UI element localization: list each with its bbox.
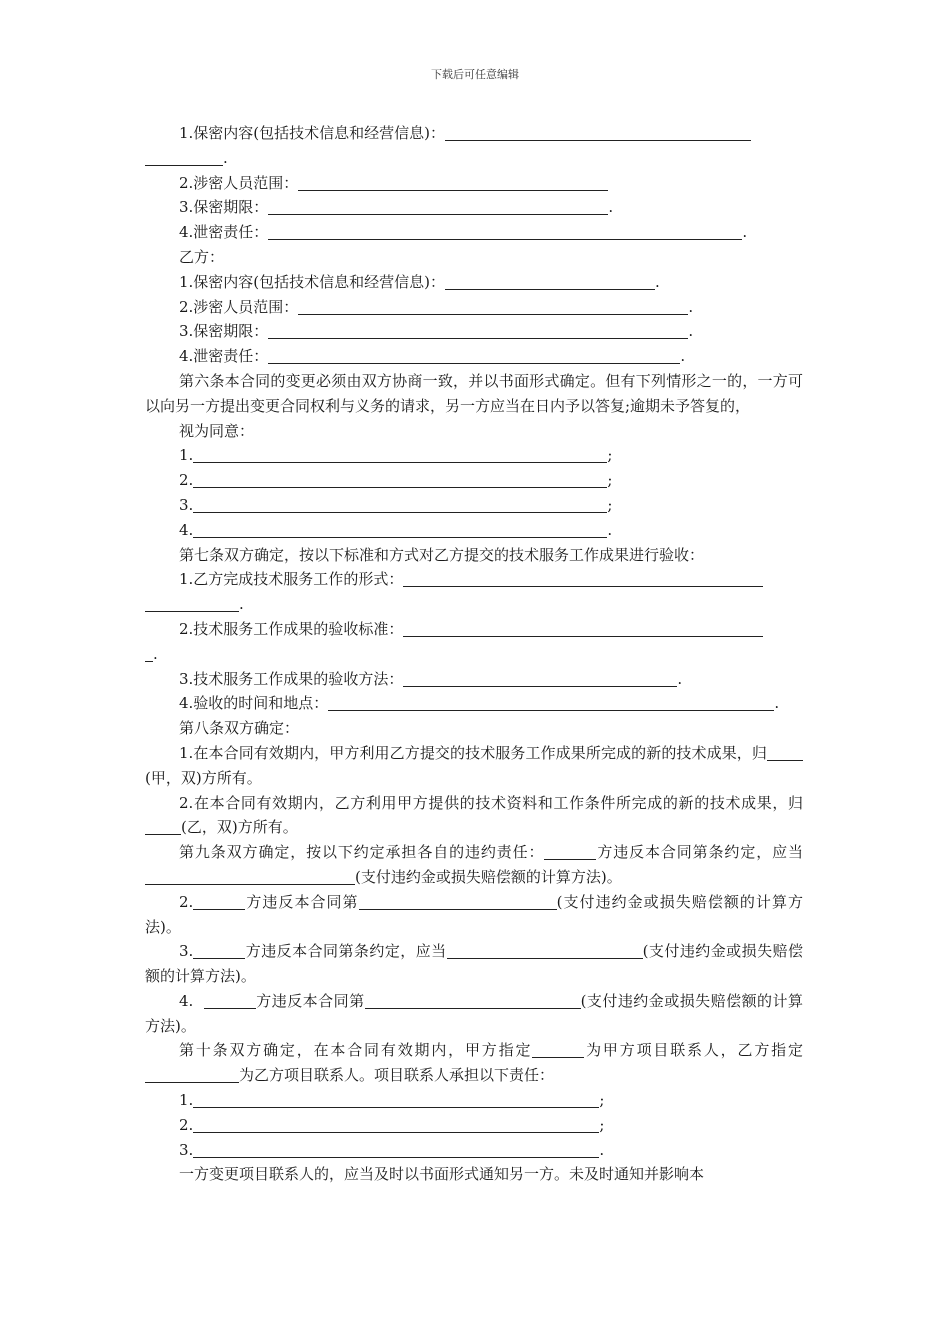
fill-blank[interactable] <box>268 347 680 364</box>
article-6-consent: 视为同意： <box>179 421 255 440</box>
fill-blank[interactable] <box>445 273 655 290</box>
fill-blank[interactable] <box>145 149 223 166</box>
fill-blank[interactable] <box>193 893 245 910</box>
fill-blank[interactable] <box>365 992 581 1009</box>
article-6-item-4: 4. . <box>179 520 613 539</box>
fill-blank[interactable] <box>145 595 239 612</box>
party-a-item-2: 2.涉密人员范围： <box>145 171 803 196</box>
fill-blank[interactable] <box>268 198 608 215</box>
fill-blank[interactable] <box>145 818 181 835</box>
fill-blank[interactable] <box>193 1141 599 1158</box>
fill-blank[interactable] <box>193 521 607 538</box>
fill-blank[interactable] <box>193 496 607 513</box>
article-8-item-2: 2.在本合同有效期内，乙方利用甲方提供的技术资料和工作条件所完成的新的技术成果，归(乙，双)方所有。 <box>145 791 803 841</box>
fill-blank[interactable] <box>204 992 256 1009</box>
party-b-item-2: 2.涉密人员范围： . <box>179 297 694 316</box>
fill-blank[interactable] <box>403 620 763 637</box>
fill-blank[interactable] <box>445 124 751 141</box>
fill-blank[interactable] <box>403 570 763 587</box>
article-7-item-1: 1.乙方完成技术服务工作的形式： <box>145 567 803 592</box>
page-header: 下载后可任意编辑 <box>431 68 519 81</box>
fill-blank[interactable] <box>328 694 774 711</box>
article-6-item-3: 3. ; <box>179 495 613 514</box>
fill-blank[interactable] <box>298 298 688 315</box>
fill-blank[interactable] <box>145 645 153 662</box>
fill-blank[interactable] <box>193 446 607 463</box>
article-7-item-4: 4.验收的时间和地点： . <box>179 694 780 713</box>
article-7-title: 第七条双方确定，按以下标准和方式对乙方提交的技术服务工作成果进行验收： <box>179 545 705 564</box>
party-a-item-3: 3.保密期限： . <box>179 198 614 217</box>
article-10-item-3: 3. . <box>179 1140 605 1159</box>
fill-blank[interactable] <box>532 1041 584 1058</box>
party-b-item-4: 4.泄密责任： . <box>179 347 686 366</box>
party-a-item-4: 4.泄密责任： . <box>179 223 748 242</box>
fill-blank[interactable] <box>193 1091 599 1108</box>
article-6-item-1: 1. ; <box>179 446 613 465</box>
fill-blank[interactable] <box>193 942 245 959</box>
article-10: 第十条双方确定，在本合同有效期内，甲方指定 为甲方项目联系人，乙方指定为乙方项目联系人。项目联系人承担以下责任： <box>145 1038 803 1088</box>
article-8-title: 第八条双方确定： <box>179 719 300 738</box>
article-7-item-2: 2.技术服务工作成果的验收标准： <box>145 617 803 642</box>
fill-blank[interactable] <box>193 1116 599 1133</box>
fill-blank[interactable] <box>767 744 803 761</box>
fill-blank[interactable] <box>268 322 688 339</box>
article-7-item-1-cont: . <box>145 592 803 617</box>
contract-body <box>145 121 803 1187</box>
article-6: 第六条本合同的变更必须由双方协商一致，并以书面形式确定。但有下列情形之一的，一方可以向另一方提出变更合同权利与义务的请求，另一方应当在日内予以答复;逾期未予答复的， <box>145 371 803 415</box>
article-6-item-2: 2. ; <box>179 471 613 490</box>
fill-blank[interactable] <box>268 223 742 240</box>
fill-blank[interactable] <box>544 843 596 860</box>
party-b-item-3: 3.保密期限： . <box>179 322 694 341</box>
party-a-item-1: 1.保密内容(包括技术信息和经营信息)： <box>145 121 803 146</box>
fill-blank[interactable] <box>403 670 677 687</box>
article-9-item-4: 4. 方违反本合同第 (支付违约金或损失赔偿额的计算方法)。 <box>145 991 803 1035</box>
party-a-item-1-cont: . <box>145 146 803 171</box>
fill-blank[interactable] <box>298 174 608 191</box>
fill-blank[interactable] <box>145 868 355 885</box>
fill-blank[interactable] <box>193 471 607 488</box>
article-10-item-1: 1. ; <box>179 1091 605 1110</box>
article-9-item-2: 2. 方违反本合同第 (支付违约金或损失赔偿额的计算方法)。 <box>145 892 803 936</box>
article-10-last: 一方变更项目联系人的，应当及时以书面形式通知另一方。未及时通知并影响本 <box>179 1165 705 1184</box>
fill-blank[interactable] <box>145 1066 239 1083</box>
article-8-item-1: 1.在本合同有效期内，甲方利用乙方提交的技术服务工作成果所完成的新的技术成果，归(甲，双)方所有。 <box>145 741 803 791</box>
fill-blank[interactable] <box>447 942 643 959</box>
party-b-item-1: 1.保密内容(包括技术信息和经营信息)： . <box>179 272 660 291</box>
article-7-item-2-cont: . <box>145 642 803 667</box>
article-9-item-1: 第九条双方确定，按以下约定承担各自的违约责任： 方违反本合同第条约定，应当(支付违约金或损失赔偿额的计算方法)。 <box>145 840 803 890</box>
fill-blank[interactable] <box>359 893 557 910</box>
article-7-item-3: 3.技术服务工作成果的验收方法： . <box>179 669 683 688</box>
article-10-item-2: 2. ; <box>179 1115 605 1134</box>
party-b-title: 乙方： <box>179 247 225 266</box>
article-9-item-3: 3. 方违反本合同第条约定，应当 (支付违约金或损失赔偿额的计算方法)。 <box>145 942 803 986</box>
